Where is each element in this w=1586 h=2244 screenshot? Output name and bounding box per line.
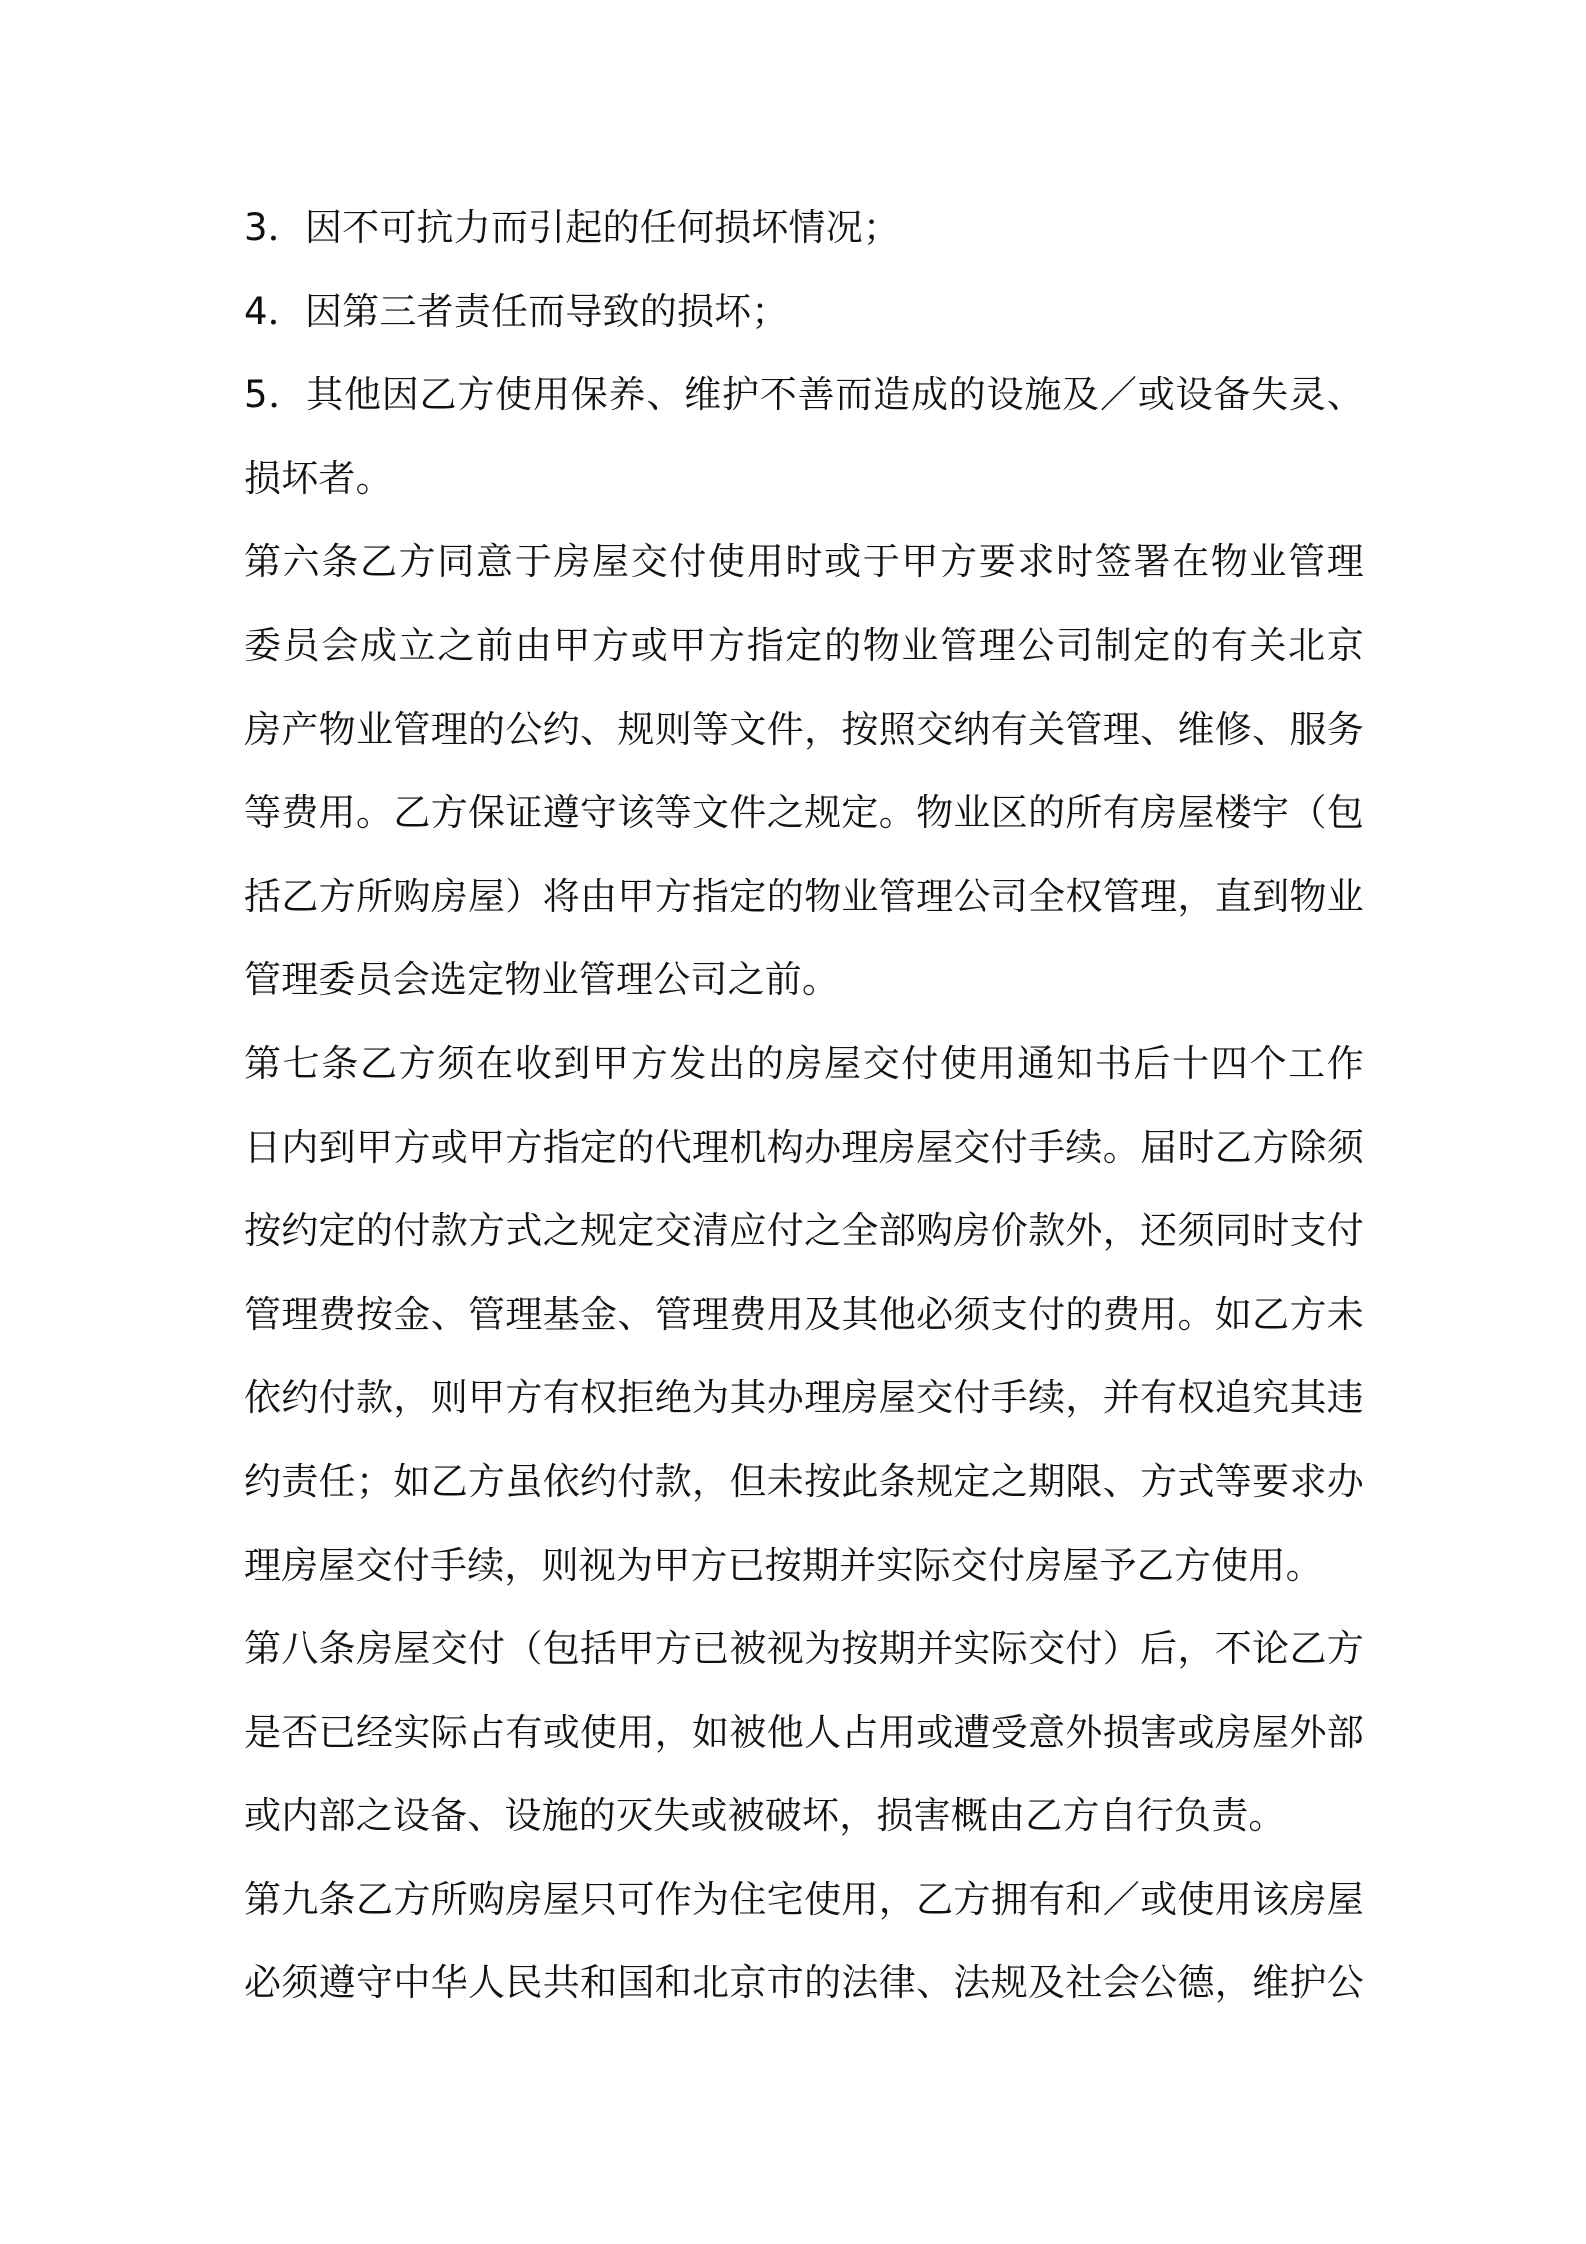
article-6-line-3: 房产物业管理的公约、规则等文件，按照交纳有关管理、维修、服务 [244,707,1364,751]
article-7-line-6: 约责任；如乙方虽依约付款，但未按此条规定之期限、方式等要求办 [244,1459,1364,1503]
article-7-line-3: 按约定的付款方式之规定交清应付之全部购房价款外，还须同时支付 [244,1209,1364,1253]
contract-text [244,186,1364,2025]
article-9-line-1: 第九条乙方所购房屋只可作为住宅使用，乙方拥有和／或使用该房屋 [244,1877,1364,1921]
article-9-line-2: 必须遵守中华人民共和国和北京市的法律、法规及社会公德，维护公 [244,1961,1364,2005]
article-6-line-6: 管理委员会选定物业管理公司之前。 [244,958,840,1002]
article-7-line-7: 理房屋交付手续，则视为甲方已按期并实际交付房屋予乙方使用。 [244,1543,1323,1587]
article-6-line-5: 括乙方所购房屋）将由甲方指定的物业管理公司全权管理，直到物业 [244,874,1364,918]
article-6-line-1: 第六条乙方同意于房屋交付使用时或于甲方要求时签署在物业管理 [244,540,1364,584]
clause-4-line: 4．因第三者责任而导致的损坏； [244,289,789,333]
article-7-line-5: 依约付款，则甲方有权拒绝为其办理房屋交付手续，并有权追究其违 [244,1376,1364,1420]
article-7-line-1: 第七条乙方须在收到甲方发出的房屋交付使用通知书后十四个工作 [244,1041,1364,1085]
article-6-line-2: 委员会成立之前由甲方或甲方指定的物业管理公司制定的有关北京 [244,623,1364,667]
article-6-line-4: 等费用。乙方保证遵守该等文件之规定。物业区的所有房屋楼宇（包 [244,791,1364,835]
clause-5-line-1: 5．其他因乙方使用保养、维护不善而造成的设施及／或设备失灵、 [244,373,1364,417]
clause-5-line-2: 损坏者。 [244,456,393,500]
article-8-line-3: 或内部之设备、设施的灭失或被破坏，损害概由乙方自行负责。 [244,1794,1286,1838]
article-7-line-4: 管理费按金、管理基金、管理费用及其他必须支付的费用。如乙方未 [244,1292,1364,1336]
article-8-line-2: 是否已经实际占有或使用，如被他人占用或遭受意外损害或房屋外部 [244,1710,1364,1754]
article-7-line-2: 日内到甲方或甲方指定的代理机构办理房屋交付手续。届时乙方除须 [244,1125,1364,1169]
article-8-line-1: 第八条房屋交付（包括甲方已被视为按期并实际交付）后，不论乙方 [244,1627,1364,1671]
clause-3-line: 3．因不可抗力而引起的任何损坏情况； [244,206,901,249]
